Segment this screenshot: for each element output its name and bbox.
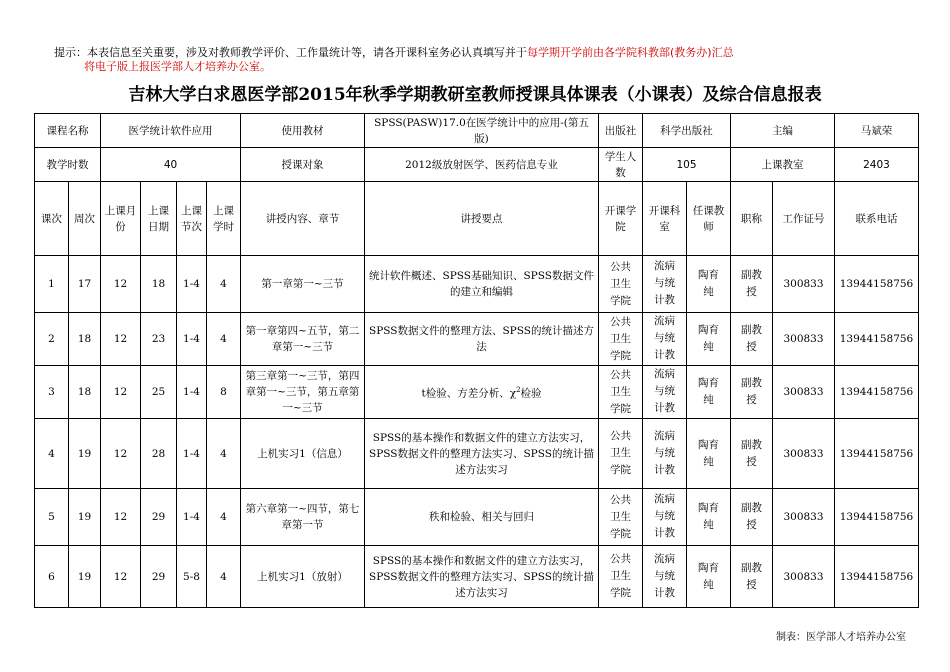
cell-id-text: 300833	[783, 333, 824, 345]
cell-content-text: 第六章第一~四节，第七章第一节	[245, 503, 360, 531]
header-phone: 联系电话	[835, 182, 919, 256]
cell-date	[141, 546, 177, 608]
cell-rank-text: 副教授	[741, 502, 762, 531]
header-date: 上课日期	[141, 182, 177, 256]
cell-id	[773, 419, 835, 489]
cell-dept	[643, 546, 687, 608]
header-period: 上课节次	[177, 182, 207, 256]
cell-month-text: 12	[113, 447, 128, 460]
cell-week-text: 17	[77, 278, 92, 290]
notice	[54, 46, 914, 74]
cell-teacher	[687, 489, 731, 546]
cell-dept	[643, 256, 687, 313]
header-id: 工作证号	[773, 182, 835, 256]
cell-dept-text: 流病与统计教	[654, 368, 675, 414]
cell-rank-text: 副教授	[741, 269, 762, 298]
cell-phone	[835, 256, 919, 313]
cell-hours	[207, 546, 241, 608]
cell-points	[365, 489, 599, 546]
cell-dept-text: 流病与统计教	[654, 552, 675, 599]
cell-period	[177, 256, 207, 313]
cell-phone	[835, 313, 919, 366]
cell-period-text: 5-8	[183, 570, 200, 583]
cell-week	[69, 419, 101, 489]
students: 105	[643, 148, 731, 182]
cell-date-text: 29	[151, 570, 166, 583]
cell-lesson-text: 5	[48, 511, 55, 523]
cell-teacher-text: 陶育纯	[698, 561, 719, 591]
cell-period	[177, 313, 207, 366]
cell-phone	[835, 489, 919, 546]
header-teacher: 任课教师	[687, 182, 731, 256]
notice-text: 提示：本表信息至关重要，涉及对教师教学评价、工作量统计等，请各开课科室务必认真填写并于	[54, 46, 527, 59]
cell-dept-text: 流病与统计教	[654, 493, 675, 539]
cell-content	[241, 256, 365, 313]
cell-points	[365, 313, 599, 366]
cell-period	[177, 366, 207, 419]
cell-rank	[731, 546, 773, 608]
cell-lesson	[35, 256, 69, 313]
cell-content	[241, 366, 365, 419]
header-row	[35, 182, 919, 256]
cell-rank	[731, 489, 773, 546]
cell-college-text: 公共卫生学院	[610, 260, 631, 307]
cell-points-text: 统计软件概述、SPSS基础知识、SPSS数据文件的建立和编辑	[369, 270, 594, 298]
cell-id-text: 300833	[783, 570, 824, 583]
cell-lesson-text: 1	[48, 278, 55, 290]
table-row	[35, 546, 919, 608]
cell-points-text: SPSS的基本操作和数据文件的建立方法实习，SPSS数据文件的整理方法实习、SPSS的统计描述方法实习	[369, 431, 594, 476]
cell-id	[773, 546, 835, 608]
cell-hours-text: 4	[220, 570, 227, 583]
header-week: 周次	[69, 182, 101, 256]
cell-id-text: 300833	[783, 511, 824, 523]
notice-line2: 将电子版上报医学部人才培养办公室。	[84, 60, 271, 73]
cell-teacher-text: 陶育纯	[698, 324, 719, 353]
cell-content-text: 上机实习1（信息）	[257, 447, 348, 460]
cell-id	[773, 366, 835, 419]
cell-date-text: 29	[151, 511, 166, 523]
cell-rank-text: 副教授	[741, 561, 762, 591]
cell-id	[773, 256, 835, 313]
cell-id-text: 300833	[783, 386, 824, 398]
course-name-label: 课程名称	[35, 114, 101, 148]
cell-teacher	[687, 546, 731, 608]
cell-content	[241, 313, 365, 366]
publisher: 科学出版社	[643, 114, 731, 148]
students-label: 学生人数	[599, 148, 643, 182]
cell-week-text: 19	[77, 447, 92, 460]
cell-date	[141, 489, 177, 546]
table-row	[35, 489, 919, 546]
cell-week	[69, 313, 101, 366]
audience: 2012级放射医学、医药信息专业	[365, 148, 599, 182]
hours: 40	[101, 148, 241, 182]
header-rank: 职称	[731, 182, 773, 256]
cell-period	[177, 419, 207, 489]
cell-college-text: 公共卫生学院	[610, 493, 631, 540]
cell-week-text: 18	[77, 386, 92, 398]
cell-month-text: 12	[113, 278, 128, 290]
cell-month	[101, 313, 141, 366]
cell-phone-text: 13944158756	[839, 278, 914, 290]
cell-week	[69, 366, 101, 419]
cell-content	[241, 546, 365, 608]
cell-dept	[643, 313, 687, 366]
cell-period	[177, 489, 207, 546]
cell-college-text: 公共卫生学院	[610, 430, 631, 476]
cell-lesson	[35, 546, 69, 608]
header-college: 开课学院	[599, 182, 643, 256]
cell-hours-text: 4	[220, 278, 227, 290]
cell-period-text: 1-4	[183, 386, 200, 398]
cell-phone-text: 13944158756	[839, 333, 914, 345]
header-dept: 开课科室	[643, 182, 687, 256]
cell-week-text: 19	[77, 570, 92, 583]
editor-label: 主编	[731, 114, 835, 148]
cell-points	[365, 366, 599, 419]
cell-period-text: 1-4	[183, 333, 200, 345]
header-month: 上课月份	[101, 182, 141, 256]
cell-dept-text: 流病与统计教	[654, 260, 675, 306]
cell-college	[599, 256, 643, 313]
cell-content	[241, 489, 365, 546]
cell-content-text: 第三章第一~三节，第四章第一~三节，第五章第一~三节	[245, 370, 360, 414]
cell-college	[599, 313, 643, 366]
cell-teacher	[687, 256, 731, 313]
cell-teacher-text: 陶育纯	[698, 438, 719, 468]
table-row	[35, 419, 919, 489]
cell-college-text: 公共卫生学院	[610, 368, 631, 415]
cell-points	[365, 419, 599, 489]
cell-week	[69, 256, 101, 313]
cell-date	[141, 419, 177, 489]
cell-college	[599, 419, 643, 489]
cell-teacher	[687, 419, 731, 489]
cell-lesson-text: 4	[48, 447, 55, 460]
cell-rank-text: 副教授	[741, 324, 762, 353]
cell-date-text: 28	[151, 447, 166, 460]
publisher-label: 出版社	[599, 114, 643, 148]
room-label: 上课教室	[731, 148, 835, 182]
cell-id	[773, 489, 835, 546]
cell-dept	[643, 489, 687, 546]
cell-points-text: SPSS的基本操作和数据文件的建立方法实习，SPSS数据文件的整理方法实习、SPSS的统计描述方法实习	[369, 554, 594, 599]
cell-month-text: 12	[113, 511, 128, 523]
cell-lesson	[35, 419, 69, 489]
cell-lesson-text: 3	[48, 386, 55, 398]
cell-phone	[835, 366, 919, 419]
footer: 制表：医学部人才培养办公室	[776, 632, 906, 643]
cell-rank	[731, 419, 773, 489]
cell-hours	[207, 256, 241, 313]
cell-points-text: t检验、方差分析、$\chi^2$检验	[421, 386, 542, 400]
room: 2403	[835, 148, 919, 182]
cell-month-text: 12	[113, 570, 128, 583]
table-row	[35, 313, 919, 366]
cell-id-text: 300833	[783, 447, 824, 460]
info-row-2	[35, 148, 919, 182]
cell-phone	[835, 546, 919, 608]
cell-hours	[207, 313, 241, 366]
cell-phone-text: 13944158756	[839, 511, 914, 523]
cell-college	[599, 366, 643, 419]
cell-content-text: 第一章第四~五节，第二章第一~三节	[245, 325, 360, 353]
cell-rank-text: 副教授	[741, 377, 762, 406]
cell-rank	[731, 256, 773, 313]
header-content: 讲授内容、章节	[241, 182, 365, 256]
cell-college-text: 公共卫生学院	[610, 553, 631, 599]
cell-week	[69, 546, 101, 608]
cell-hours-text: 4	[220, 447, 227, 460]
editor: 马斌荣	[835, 114, 919, 148]
cell-teacher-text: 陶育纯	[698, 377, 719, 406]
cell-hours-text: 4	[220, 333, 227, 345]
cell-college	[599, 489, 643, 546]
schedule-table	[34, 113, 919, 608]
cell-content-text: 第一章第一~三节	[261, 278, 344, 290]
header-lesson: 课次	[35, 182, 69, 256]
table-row	[35, 256, 919, 313]
textbook: SPSS(PASW)17.0在医学统计中的应用-(第五版)	[365, 114, 599, 148]
cell-lesson	[35, 313, 69, 366]
cell-dept	[643, 419, 687, 489]
cell-date	[141, 256, 177, 313]
notice-deadline: 每学期开学前由各学院科教部(教务办)汇总	[527, 46, 734, 59]
cell-teacher	[687, 313, 731, 366]
cell-date-text: 25	[151, 386, 166, 398]
cell-rank	[731, 313, 773, 366]
table-row	[35, 366, 919, 419]
cell-lesson-text: 6	[48, 570, 55, 583]
page-title: 吉林大学白求恩医学部2015年秋季学期教研室教师授课具体课表（小课表）及综合信息报表	[128, 85, 822, 105]
cell-month	[101, 546, 141, 608]
cell-lesson	[35, 489, 69, 546]
textbook-label: 使用教材	[241, 114, 365, 148]
cell-month	[101, 256, 141, 313]
cell-month-text: 12	[113, 333, 128, 345]
cell-week	[69, 489, 101, 546]
header-hours: 上课学时	[207, 182, 241, 256]
cell-college	[599, 546, 643, 608]
audience-label: 授课对象	[241, 148, 365, 182]
cell-dept	[643, 366, 687, 419]
cell-period	[177, 546, 207, 608]
cell-dept-text: 流病与统计教	[654, 429, 675, 476]
cell-hours	[207, 366, 241, 419]
cell-id	[773, 313, 835, 366]
cell-hours	[207, 489, 241, 546]
cell-teacher-text: 陶育纯	[698, 502, 719, 531]
cell-content	[241, 419, 365, 489]
cell-id-text: 300833	[783, 278, 824, 290]
cell-date	[141, 366, 177, 419]
cell-lesson	[35, 366, 69, 419]
cell-month	[101, 489, 141, 546]
cell-lesson-text: 2	[48, 333, 55, 345]
cell-points-text: SPSS数据文件的整理方法、SPSS的统计描述方法	[369, 325, 594, 353]
course-name: 医学统计软件应用	[101, 114, 241, 148]
cell-teacher	[687, 366, 731, 419]
cell-period-text: 1-4	[183, 447, 200, 460]
cell-period-text: 1-4	[183, 511, 200, 523]
cell-rank-text: 副教授	[741, 438, 762, 468]
cell-month	[101, 366, 141, 419]
cell-hours-text: 8	[220, 386, 227, 398]
cell-phone	[835, 419, 919, 489]
cell-hours-text: 4	[220, 511, 227, 523]
cell-date	[141, 313, 177, 366]
cell-points-text: 秩和检验、相关与回归	[429, 511, 534, 523]
cell-college-text: 公共卫生学院	[610, 315, 631, 362]
cell-week-text: 18	[77, 333, 92, 345]
cell-hours	[207, 419, 241, 489]
cell-phone-text: 13944158756	[839, 447, 914, 460]
cell-date-text: 23	[151, 333, 166, 345]
cell-week-text: 19	[77, 511, 92, 523]
cell-content-text: 上机实习1（放射）	[257, 570, 348, 583]
cell-month	[101, 419, 141, 489]
cell-phone-text: 13944158756	[839, 386, 914, 398]
cell-teacher-text: 陶育纯	[698, 269, 719, 298]
info-row-1	[35, 114, 919, 148]
cell-phone-text: 13944158756	[839, 570, 914, 583]
cell-rank	[731, 366, 773, 419]
hours-label: 教学时数	[35, 148, 101, 182]
cell-points	[365, 256, 599, 313]
cell-date-text: 18	[151, 278, 166, 290]
cell-period-text: 1-4	[183, 278, 200, 290]
header-points: 讲授要点	[365, 182, 599, 256]
cell-month-text: 12	[113, 386, 128, 398]
cell-points	[365, 546, 599, 608]
cell-dept-text: 流病与统计教	[654, 315, 675, 361]
